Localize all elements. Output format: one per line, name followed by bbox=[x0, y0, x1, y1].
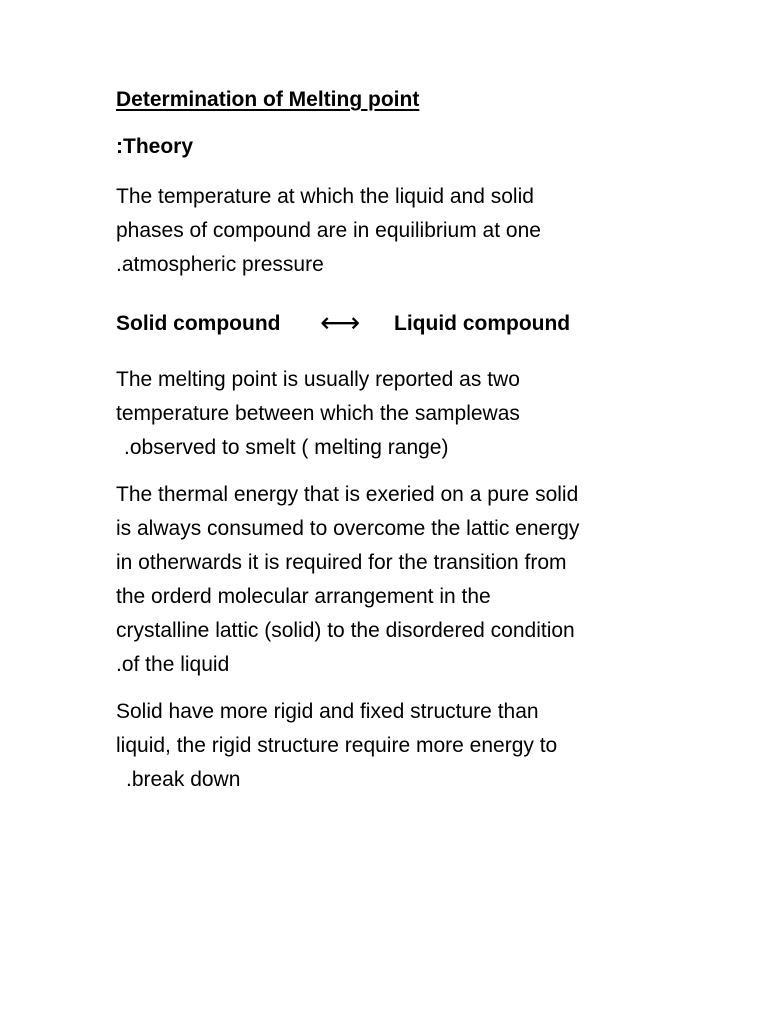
paragraph-rigid-structure bbox=[116, 695, 656, 797]
paragraph-line: crystalline lattic (solid) to the disordered condition bbox=[116, 619, 575, 642]
paragraph-line: .break down bbox=[126, 768, 241, 791]
document-title: Determination of Melting point bbox=[116, 88, 420, 111]
paragraph-line: is always consumed to overcome the lattic energy bbox=[116, 517, 580, 540]
paragraph-line: Solid have more rigid and fixed structure than bbox=[116, 700, 539, 723]
double-arrow-icon: ⟷ bbox=[320, 307, 361, 338]
section-heading-theory: :Theory bbox=[116, 135, 194, 158]
paragraph-line: .of the liquid bbox=[116, 653, 230, 676]
paragraph-line: .atmospheric pressure bbox=[116, 253, 324, 276]
equation-right-term: Liquid compound bbox=[394, 312, 571, 335]
paragraph-line: The melting point is usually reported as two bbox=[116, 368, 520, 391]
paragraph-line: liquid, the rigid structure require more energy to bbox=[116, 734, 558, 757]
paragraph-line: temperature between which the samplewas bbox=[116, 402, 520, 425]
paragraph-line: the orderd molecular arrangement in the bbox=[116, 585, 491, 608]
paragraph-line: in otherwards it is required for the transition from bbox=[116, 551, 567, 574]
equation-left-term: Solid compound bbox=[116, 312, 281, 335]
paragraph-line: .observed to smelt ( melting range) bbox=[124, 436, 449, 459]
paragraph-line: The thermal energy that is exeried on a pure solid bbox=[116, 483, 579, 506]
paragraph-definition bbox=[116, 180, 656, 282]
paragraph-melting-range bbox=[116, 363, 656, 465]
paragraph-line: phases of compound are in equilibrium at one bbox=[116, 219, 541, 242]
paragraph-line: The temperature at which the liquid and solid bbox=[116, 185, 534, 208]
paragraph-thermal-energy bbox=[116, 478, 656, 682]
